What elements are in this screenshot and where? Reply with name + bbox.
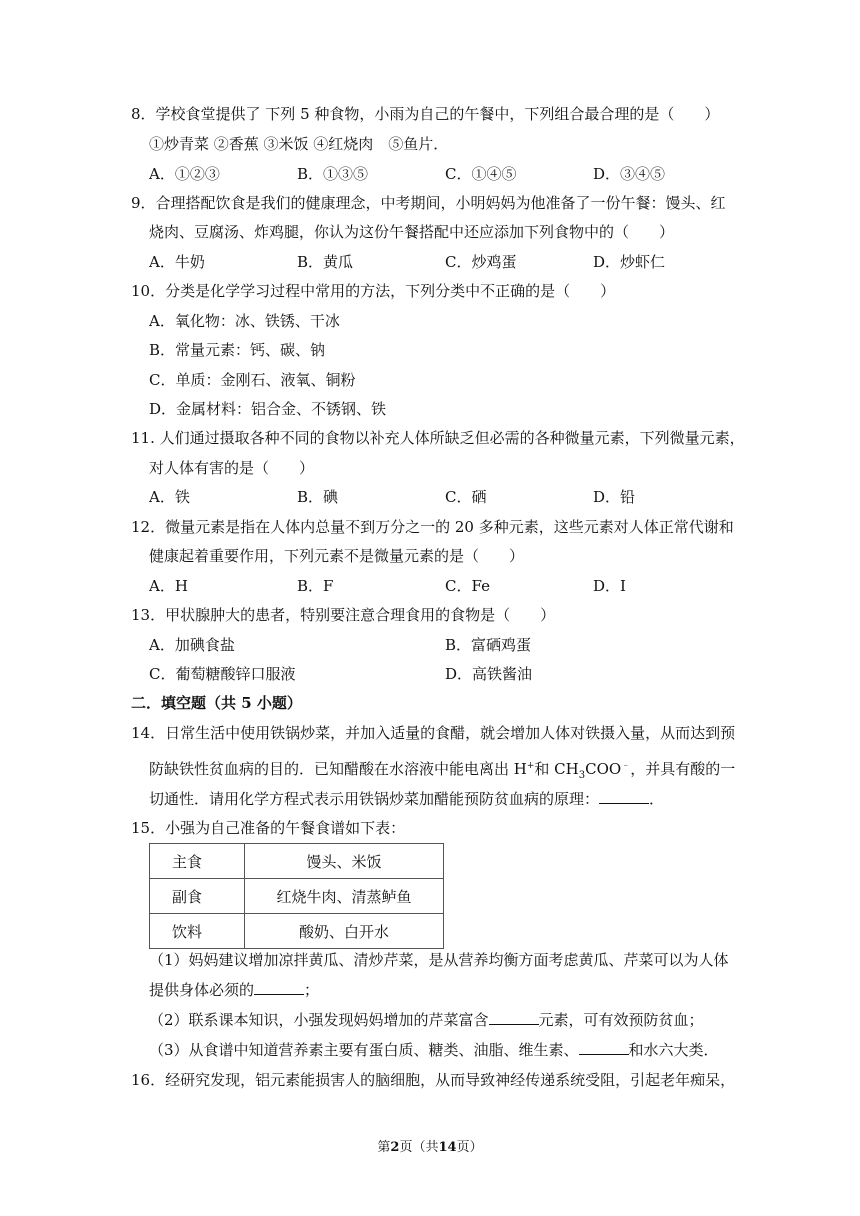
q15-part1-blank[interactable]	[254, 980, 304, 995]
q13-stem: 13．甲状腺肿大的患者，特别要注意合理食用的食物是（ ）	[131, 606, 556, 624]
table-cell: 饮料	[150, 914, 245, 949]
q14-h-charge: +	[526, 761, 535, 771]
footer-text-b: 页（共	[399, 1140, 439, 1155]
q15-part1-text: 提供身体必须的	[149, 981, 255, 999]
q15-part1-end: ；	[304, 981, 320, 999]
lunch-menu-table	[149, 843, 444, 949]
q14-line3-end: ．	[649, 790, 665, 808]
q14-answer-blank[interactable]	[599, 789, 649, 804]
q8-option-a: A．①②③	[149, 165, 220, 183]
q11-option-b: B．碘	[297, 488, 339, 506]
q14-line1: 14．日常生活中使用铁锅炒菜，并加入适量的食醋，就会增加人体对铁摄入量，从而达到预	[131, 724, 736, 742]
q13-option-b: B．富硒鸡蛋	[445, 636, 532, 654]
q9-option-b: B．黄瓜	[297, 253, 354, 271]
q15-stem: 15．小强为自己准备的午餐食谱如下表：	[131, 819, 406, 837]
table-cell: 副食	[150, 879, 245, 914]
q14-line2-text-a: 防缺铁性贫血病的目的．已知醋酸在水溶液中能电离出 H	[149, 760, 527, 778]
table-cell: 酸奶、白开水	[245, 914, 444, 949]
q10-option-c: C．单质：金刚石、液氧、铜粉	[149, 371, 356, 389]
q12-option-b: B．F	[297, 577, 334, 595]
q11-option-a: A．铁	[149, 488, 190, 506]
q15-part2	[149, 1010, 704, 1030]
q15-part2-text-b: 元素，可有效预防贫血；	[538, 1011, 704, 1029]
q15-part3	[149, 1040, 719, 1060]
footer-total-pages: 14	[438, 1140, 457, 1155]
q14-ch3-subscript: 3	[578, 770, 586, 781]
q8-option-b: B．①③⑤	[297, 165, 369, 183]
q9-option-c: C．炒鸡蛋	[445, 253, 517, 271]
q9-option-d: D．炒虾仁	[593, 253, 666, 271]
q14-coo-charge: ﹣	[621, 761, 631, 771]
q10-stem: 10．分类是化学学习过程中常用的方法，下列分类中不正确的是（ ）	[131, 282, 616, 300]
q11-stem-line1: 11. 人们通过摄取各种不同的食物以补充人体所缺乏但必需的各种微量元素，下列微量元素，	[131, 429, 745, 447]
q9-stem-line1: 9．合理搭配饮食是我们的健康理念，中考期间，小明妈妈为他准备了一份午餐：馒头、红	[131, 194, 726, 212]
q10-option-d: D．金属材料：铝合金、不锈钢、铁	[149, 400, 387, 418]
q15-part2-text-a: （2）联系课本知识，小强发现妈妈增加的芹菜富含	[149, 1011, 489, 1029]
q8-option-d: D．③④⑤	[593, 165, 666, 183]
q14-line3	[149, 789, 664, 809]
q11-option-c: C．硒	[445, 488, 487, 506]
q14-line3-text: 切通性．请用化学方程式表示用铁锅炒菜加醋能预防贫血病的原理：	[149, 790, 600, 808]
q8-option-c: C．①④⑤	[445, 165, 517, 183]
q9-stem-line2: 烧肉、豆腐汤、炸鸡腿，你认为这份午餐搭配中还应添加下列食物中的（ ）	[149, 223, 675, 241]
q13-option-c: C．葡萄糖酸锌口服液	[149, 665, 296, 683]
table-cell: 主食	[150, 844, 245, 879]
q8-stem: 8．学校食堂提供了 下列 5 种食物，小雨为自己的午餐中，下列组合最合理的是（ ）	[131, 105, 720, 123]
table-row	[150, 844, 444, 879]
q15-part3-text-a: （3）从食谱中知道营养素主要有蛋白质、糖类、油脂、维生素、	[149, 1041, 579, 1059]
footer-text-a: 第	[377, 1140, 391, 1155]
q14-line2-text-c: COO	[585, 760, 622, 778]
q11-option-d: D．铅	[593, 488, 636, 506]
q12-stem-line2: 健康起着重要作用，下列元素不是微量元素的是（ ）	[149, 547, 525, 565]
page-footer	[0, 1136, 860, 1155]
section-heading: 二．填空题（共 5 小题）	[131, 694, 302, 712]
q9-option-a: A．牛奶	[149, 253, 205, 271]
footer-page-number: 2	[390, 1140, 400, 1155]
q16-line1: 16．经研究发现，铝元素能损害人的脑细胞，从而导致神经传递系统受阻，引起老年痴呆，	[131, 1071, 736, 1089]
q15-part1-line1: （1）妈妈建议增加凉拌黄瓜、清炒芹菜，是从营养均衡方面考虑黄瓜、芹菜可以为人体	[149, 951, 729, 969]
q14-line2	[149, 756, 735, 786]
q12-option-d: D．I	[593, 577, 626, 595]
q14-line2-text-d: ，并具有酸的一	[630, 760, 736, 778]
q10-option-a: A．氧化物：冰、铁锈、干冰	[149, 312, 340, 330]
q12-option-a: A．H	[149, 577, 188, 595]
q12-stem-line1: 12．微量元素是指在人体内总量不到万分之一的 20 多种元素，这些元素对人体正常代谢和	[131, 518, 734, 536]
q8-foods: ①炒青菜 ②香蕉 ③米饭 ④红烧肉 ⑤鱼片．	[149, 135, 449, 153]
q13-option-a: A．加碘食盐	[149, 636, 235, 654]
table-row	[150, 914, 444, 949]
q13-option-d: D．高铁酱油	[445, 665, 533, 683]
footer-text-c: 页）	[456, 1140, 483, 1155]
table-row	[150, 879, 444, 914]
table-cell: 红烧牛肉、清蒸鲈鱼	[245, 879, 444, 914]
q15-part3-text-b: 和水六大类．	[628, 1041, 719, 1059]
q14-line2-text-b: 和 CH	[534, 760, 579, 778]
table-cell: 馒头、米饭	[245, 844, 444, 879]
q12-option-c: C．Fe	[445, 577, 490, 595]
q11-stem-line2: 对人体有害的是（ ）	[149, 459, 315, 477]
q15-part2-blank[interactable]	[489, 1010, 539, 1025]
q15-part1-line2	[149, 980, 319, 1000]
q10-option-b: B．常量元素：钙、碳、钠	[149, 341, 326, 359]
q15-part3-blank[interactable]	[579, 1040, 629, 1055]
